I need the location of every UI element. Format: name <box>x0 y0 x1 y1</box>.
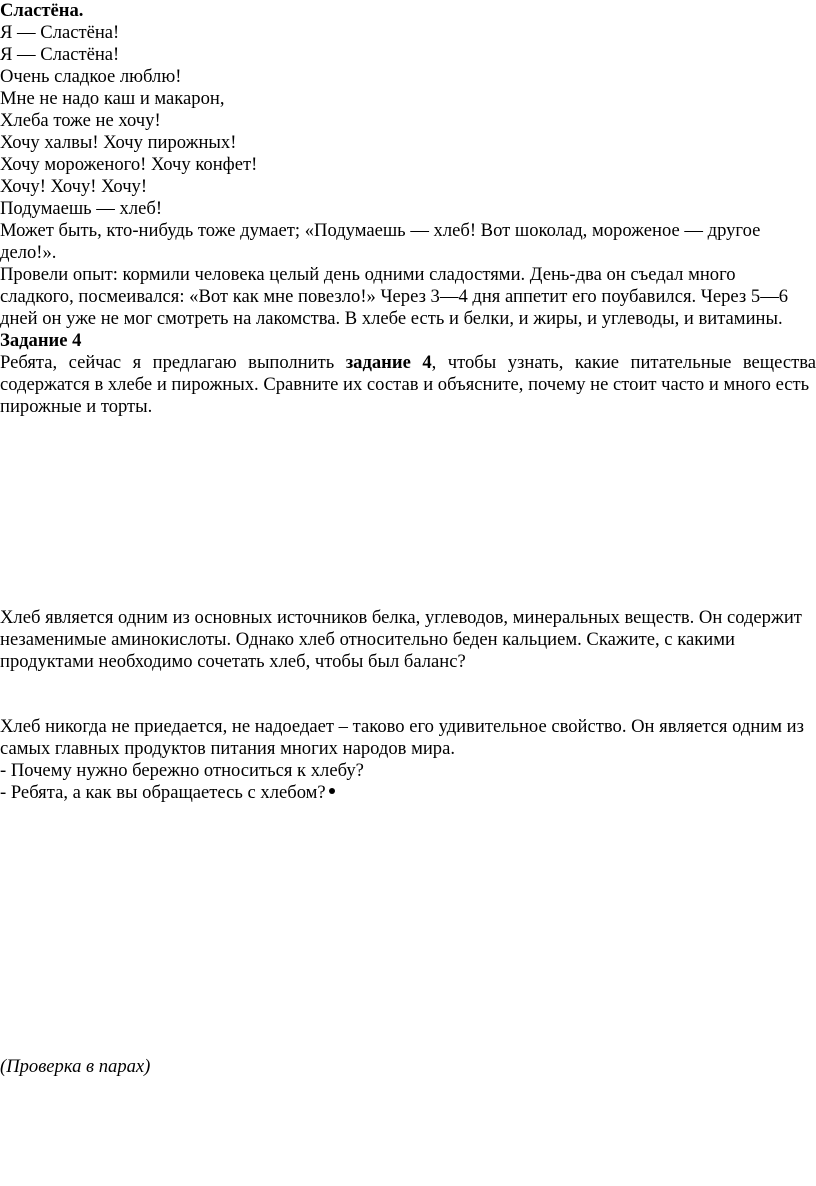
poem-line: Подумаешь — хлеб! <box>0 198 163 219</box>
poem-line: Хлеба тоже не хочу! <box>0 110 161 131</box>
poem-title: Сластёна. <box>0 0 84 21</box>
bullet-dot-icon <box>329 788 335 794</box>
poem-line: Мне не надо каш и макарон, <box>0 88 225 109</box>
experiment-paragraph-line: Провели опыт: кормили человека целый день одними сладостями. День-два он съедал много <box>0 264 736 285</box>
poem-line: Очень сладкое люблю! <box>0 66 182 87</box>
poem-line: Хочу мороженого! Хочу конфет! <box>0 154 258 175</box>
respect-paragraph-line: самых главных продуктов питания многих народов мира. <box>0 738 455 759</box>
task-reference: задание 4 <box>345 352 432 373</box>
experiment-paragraph-line: дней он уже не мог смотреть на лакомства. В хлебе есть и белки, и жиры, и углеводы, и витамины. <box>0 308 783 329</box>
question-line <box>0 782 335 804</box>
poem-line: Я — Сластёна! <box>0 44 120 65</box>
quote-paragraph-line: Может быть, кто-нибудь тоже думает; «Подумаешь — хлеб! Вот шоколад, мороженое — другое <box>0 220 761 241</box>
question-line: - Почему нужно бережно относиться к хлебу? <box>0 760 364 781</box>
quote-paragraph-line: дело!». <box>0 242 57 263</box>
bread-paragraph-line: незаменимые аминокислоты. Однако хлеб относительно беден кальцием. Скажите, с какими <box>0 629 735 650</box>
task-heading: Задание 4 <box>0 330 82 351</box>
check-note: (Проверка в парах) <box>0 1056 151 1077</box>
bread-paragraph-line: продуктами необходимо сочетать хлеб, чтобы был баланс? <box>0 651 466 672</box>
task-line: содержатся в хлебе и пирожных. Сравните их состав и объясните, почему не стоит часто и много есть <box>0 374 810 395</box>
experiment-paragraph-line: сладкого, посмеивался: «Вот как мне повезло!» Через 3—4 дня аппетит его поубавился. Через 5—6 <box>0 286 789 307</box>
task-text: Ребята, сейчас я предлагаю выполнить <box>0 352 346 373</box>
bread-paragraph-line: Хлеб является одним из основных источников белка, углеводов, минеральных веществ. Он содержит <box>0 607 802 628</box>
poem-line: Хочу халвы! Хочу пирожных! <box>0 132 237 153</box>
question-text: - Ребята, а как вы обращаетесь с хлебом? <box>0 782 326 803</box>
task-text: , чтобы узнать, какие питательные вещества <box>431 352 816 373</box>
task-line: пирожные и торты. <box>0 396 153 417</box>
poem-line: Я — Сластёна! <box>0 22 120 43</box>
respect-paragraph-line: Хлеб никогда не приедается, не надоедает – таково его удивительное свойство. Он является одним из <box>0 716 804 737</box>
task-line <box>0 352 816 374</box>
poem-line: Хочу! Хочу! Хочу! <box>0 176 148 197</box>
